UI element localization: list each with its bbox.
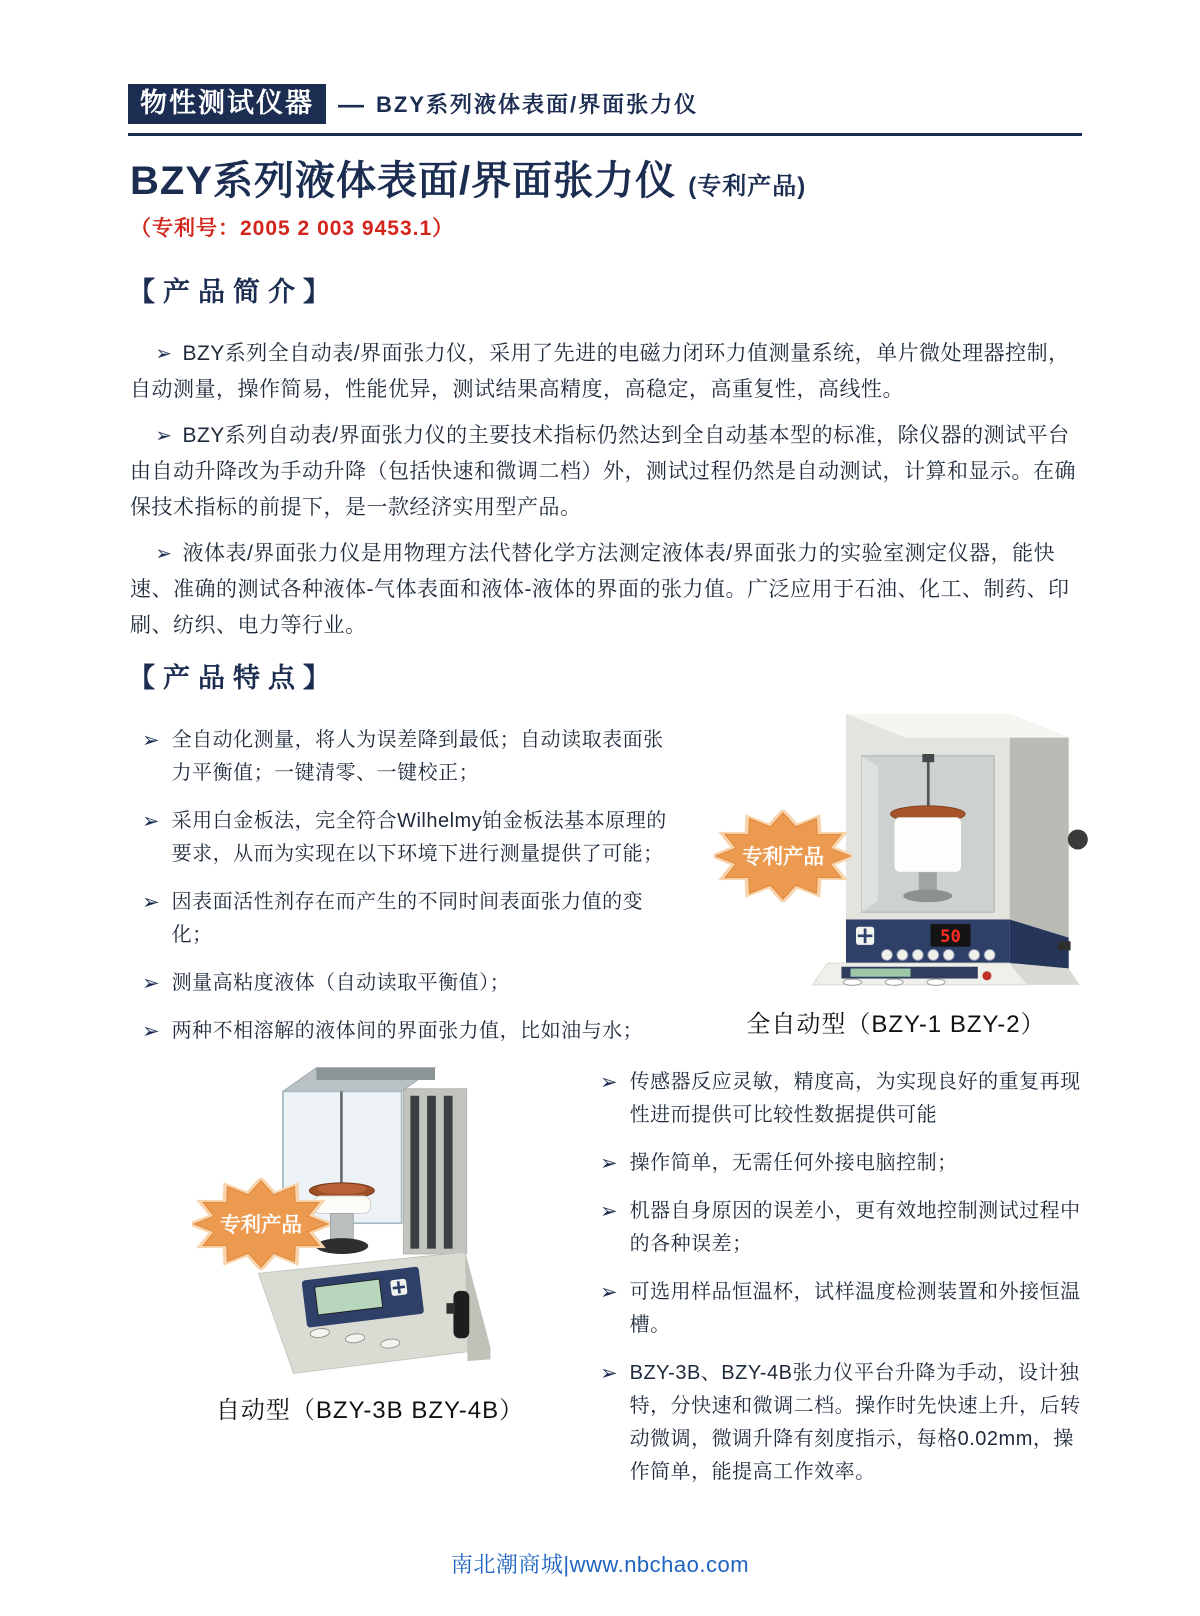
header-dash: — xyxy=(338,88,364,119)
header-subtitle: BZY系列液体表面/界面张力仪 xyxy=(376,92,699,118)
feature-list-left xyxy=(142,724,682,1048)
arrow-bullet-icon: ➢ xyxy=(142,891,160,914)
feature-item xyxy=(600,1195,1086,1261)
badge-label: 专利产品 xyxy=(220,1213,302,1237)
intro-paragraph-text: 液体表/界面张力仪是用物理方法代替化学方法测定液体表/界面张力的实验室测定仪器，能快速、准确的测试各种液体-气体表面和液体-液体的界面的张力值。广泛应用于石油、化工、制药、印刷、纺织、电力等行业。 xyxy=(130,542,1070,637)
feature-text: 测量高粘度液体（自动读取平衡值）； xyxy=(171,972,511,994)
patent-badge xyxy=(192,1178,330,1270)
title-block xyxy=(130,158,1082,242)
intro-paragraph xyxy=(130,336,1078,408)
feature-text: 传感器反应灵敏，精度高，为实现良好的重复再现性进而提供可比较性数据提供可能 xyxy=(629,1071,1081,1126)
feature-text: 机器自身原因的误差小，更有效地控制测试过程中的各种误差； xyxy=(629,1200,1081,1255)
figure-caption-manual: 自动型（BZY-3B BZY-4B） xyxy=(215,1397,525,1424)
patent-badge xyxy=(714,810,852,902)
feature-item xyxy=(142,967,682,1000)
feature-item xyxy=(142,805,682,871)
feature-text: 操作简单，无需任何外接电脑控制； xyxy=(629,1152,958,1174)
intro-paragraphs xyxy=(130,336,1078,654)
arrow-bullet-icon: ➢ xyxy=(600,1071,618,1094)
page-header xyxy=(128,84,1082,136)
lift-column xyxy=(403,1089,466,1254)
feature-item xyxy=(142,886,682,952)
arrow-bullet-icon: ➢ xyxy=(142,729,160,752)
arrow-bullet-icon: ➢ xyxy=(142,810,160,833)
product-figure-bzy3b-bzy4b xyxy=(150,1040,590,1425)
section-heading-features: 【产品特点】 xyxy=(128,663,338,693)
section-heading-intro: 【产品简介】 xyxy=(128,277,338,307)
intro-paragraph xyxy=(130,418,1078,526)
led-value: 50 xyxy=(940,927,961,948)
feature-text: 因表面活性剂存在而产生的不同时间表面张力值的变化； xyxy=(171,891,644,946)
feature-text: 两种不相溶解的液体间的界面张力值，比如油与水； xyxy=(171,1020,644,1042)
intro-paragraph-text: BZY系列全自动表/界面张力仪，采用了先进的电磁力闭环力值测量系统，单片微处理器控制，自动测量，操作简易，性能优异，测试结果高精度，高稳定，高重复性，高线性。 xyxy=(130,342,1070,401)
feature-item xyxy=(600,1066,1086,1132)
header-divider xyxy=(128,133,1082,136)
arrow-bullet-icon: ➢ xyxy=(155,543,173,565)
arrow-bullet-icon: ➢ xyxy=(600,1281,618,1304)
brand-box: 物性测试仪器 xyxy=(128,84,326,124)
product-figure-bzy1-bzy2 xyxy=(700,694,1092,1039)
feature-text: 全自动化测量，将人为误差降到最低；自动读取表面张力平衡值；一键清零、一键校正； xyxy=(171,729,664,784)
feature-item xyxy=(600,1276,1086,1342)
feature-item xyxy=(600,1147,1086,1180)
intro-paragraph-text: BZY系列自动表/界面张力仪的主要技术指标仍然达到全自动基本型的标准，除仪器的测试平台由自动升降改为手动升降（包括快速和微调二档）外，测试过程仍然是自动测试，计算和显示。在确保技术指标的前提下，是一款经济实用型产品。 xyxy=(130,424,1076,519)
machine-base xyxy=(258,1252,490,1373)
badge-label: 专利产品 xyxy=(742,845,824,869)
lcd-screen xyxy=(851,969,911,977)
footer-site-link: 南北潮商城|www.nbchao.com xyxy=(450,1552,750,1577)
page-title xyxy=(130,158,1082,204)
machine-body xyxy=(846,714,1088,938)
page-title-main: BZY系列液体表面/界面张力仪 xyxy=(130,159,677,203)
page-title-suffix: (专利产品) xyxy=(688,173,807,200)
feature-list-right xyxy=(600,1066,1086,1489)
feature-item xyxy=(600,1357,1086,1489)
arrow-bullet-icon: ➢ xyxy=(600,1362,618,1385)
intro-paragraph xyxy=(130,536,1078,644)
arrow-bullet-icon: ➢ xyxy=(142,972,160,995)
arrow-bullet-icon: ➢ xyxy=(142,1020,160,1043)
feature-text: 可选用样品恒温杯，试样温度检测装置和外接恒温槽。 xyxy=(629,1281,1081,1336)
arrow-bullet-icon: ➢ xyxy=(155,343,173,365)
feature-item xyxy=(142,724,682,790)
patent-number: （专利号：2005 2 003 9453.1） xyxy=(130,217,455,240)
figure-caption-full-auto: 全自动型（BZY-1 BZY-2） xyxy=(746,1011,1046,1038)
lift-knob xyxy=(453,1291,469,1338)
arrow-bullet-icon: ➢ xyxy=(600,1200,618,1223)
feature-text: 采用白金板法，完全符合Wilhelmy铂金板法基本原理的要求，从而为实现在以下环境下进行测量提供了可能； xyxy=(171,810,667,865)
arrow-bullet-icon: ➢ xyxy=(155,425,173,447)
feature-text: BZY-3B、BZY-4B张力仪平台升降为手动，设计独特，分快速和微调二档。操作时先快速上升，后转动微调，微调升降有刻度指示，每格0.02mm，操作简单，能提高工作效率。 xyxy=(629,1362,1081,1483)
arrow-bullet-icon: ➢ xyxy=(600,1152,618,1175)
